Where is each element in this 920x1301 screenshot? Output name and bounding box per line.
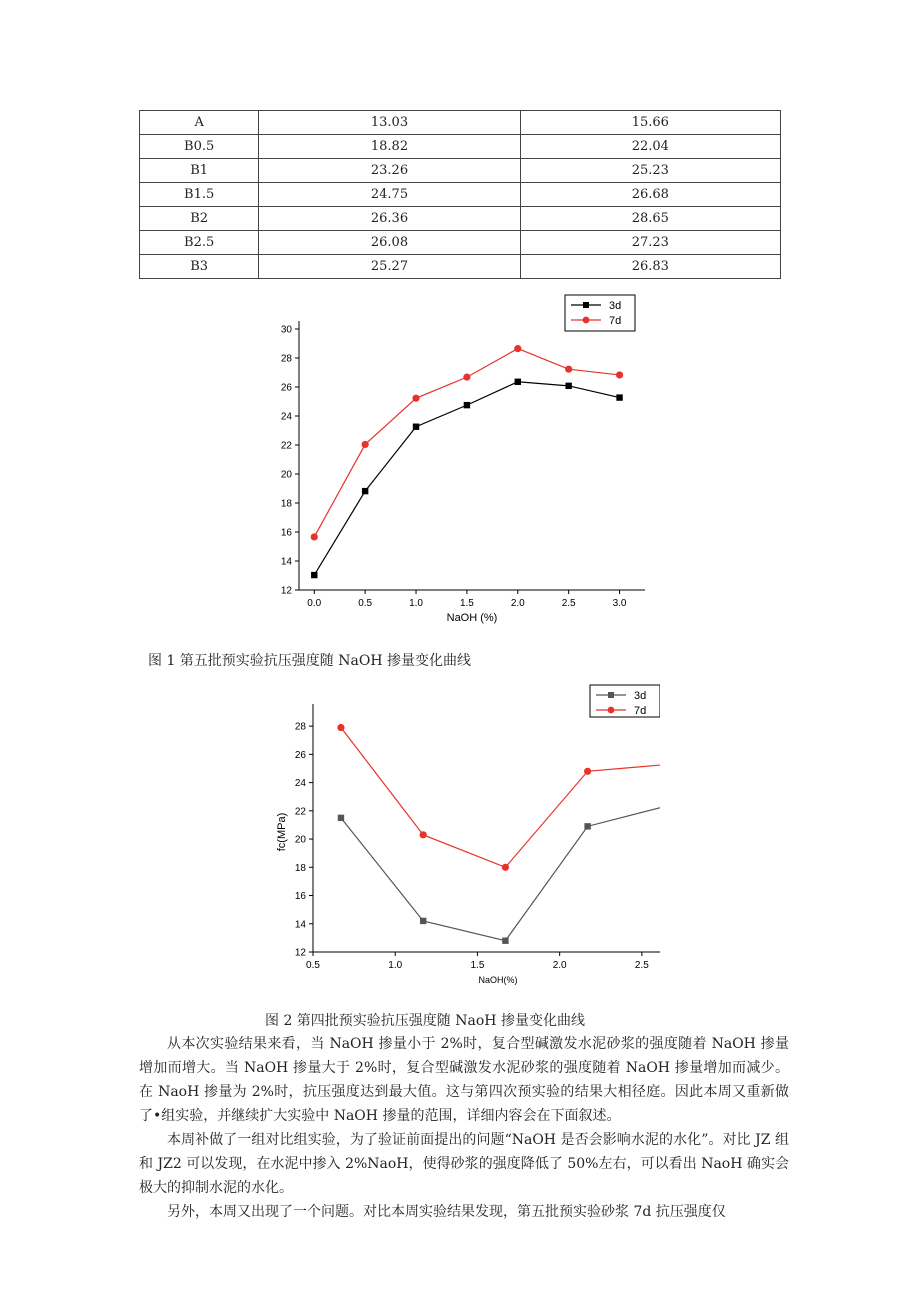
data-point-7d [311, 533, 318, 540]
data-point-3d [502, 938, 508, 944]
y-tick-label: 28 [280, 353, 292, 365]
table-cell: 26.68 [520, 183, 780, 207]
paragraph-control-group: 本周补做了一组对比组实验，为了验证前面提出的问题“NaOH 是否会影响水泥的水化”。对比 JZ 组和 JZ2 可以发现，在水泥中掺入 2%NaoH，使得砂浆的强度降低了 50%左右，可以看出 NaoH 确实会极大的抑制水泥的水化。 [139, 1132, 789, 1196]
y-tick-label: 20 [280, 469, 292, 481]
table-cell: 23.26 [259, 159, 520, 183]
table-cell: 26.83 [520, 255, 780, 279]
x-tick-label: 1.5 [470, 960, 485, 971]
x-tick-label: 1.0 [409, 598, 423, 609]
table-cell: 22.04 [520, 135, 780, 159]
y-tick-label: 12 [294, 947, 306, 959]
data-point-3d [616, 394, 622, 400]
table-cell: A [140, 111, 259, 135]
y-tick-label: 30 [280, 324, 292, 336]
data-point-3d [464, 402, 470, 408]
data-point-7d [502, 864, 509, 871]
data-point-3d [311, 572, 317, 578]
y-tick-label: 22 [280, 440, 292, 452]
legend-marker-7d [608, 707, 615, 714]
table-cell: 25.23 [520, 159, 780, 183]
table-cell: 13.03 [259, 111, 520, 135]
table-cell: 26.36 [259, 207, 520, 231]
data-point-3d [515, 379, 521, 385]
data-point-3d [565, 383, 571, 389]
data-point-3d [413, 424, 419, 430]
y-tick-label: 18 [280, 498, 292, 510]
figure-1-caption: 图 1 第五批预实验抗压强度随 NaOH 掺量变化曲线 [148, 653, 471, 669]
data-point-3d [338, 815, 344, 821]
chart-fourth-batch [260, 675, 660, 1005]
data-point-7d [463, 374, 470, 381]
table-cell: B3 [140, 255, 259, 279]
table-row [140, 159, 781, 183]
table-row [140, 231, 781, 255]
series-line-3d [314, 382, 619, 575]
table-row [140, 255, 781, 279]
x-tick-label: 2.0 [510, 598, 525, 609]
y-tick-label: 16 [294, 891, 306, 903]
y-tick-label: 26 [280, 382, 292, 394]
table-body [140, 111, 781, 279]
legend-label: 3d [609, 300, 622, 312]
legend-box [590, 685, 660, 717]
y-tick-label: 14 [280, 556, 292, 568]
y-tick-label: 24 [280, 411, 292, 423]
legend-marker-3d [583, 302, 589, 308]
table-cell: 24.75 [259, 183, 520, 207]
data-point-3d [362, 488, 368, 494]
x-tick-label: 1.5 [459, 598, 474, 609]
table-cell: 18.82 [259, 135, 520, 159]
data-point-7d [514, 345, 521, 352]
x-tick-label: 0.0 [307, 598, 322, 609]
data-point-3d [584, 823, 590, 829]
table-cell: 25.27 [259, 255, 520, 279]
data-point-7d [584, 768, 591, 775]
y-tick-label: 20 [294, 834, 306, 846]
series-line-7d [341, 728, 660, 868]
data-point-7d [362, 441, 369, 448]
x-tick-label: 2.5 [561, 598, 576, 609]
x-tick-label: 2.0 [552, 960, 567, 971]
y-axis-label: fc(MPa) [276, 812, 288, 852]
table-cell: 15.66 [520, 111, 780, 135]
legend-marker-7d [583, 317, 590, 324]
y-tick-label: 26 [294, 749, 306, 761]
table-cell: B2.5 [140, 231, 259, 255]
legend-box [565, 295, 635, 331]
table-cell: B1.5 [140, 183, 259, 207]
data-point-7d [616, 371, 623, 378]
legend-marker-3d [608, 692, 614, 698]
figure-2-caption: 图 2 第四批预实验抗压强度随 NaoH 掺量变化曲线 [265, 1013, 585, 1029]
table-cell: 26.08 [259, 231, 520, 255]
y-tick-label: 28 [294, 721, 306, 733]
legend-label: 3d [634, 690, 647, 702]
data-point-7d [420, 831, 427, 838]
table-row [140, 135, 781, 159]
x-tick-label: 3.0 [612, 598, 627, 609]
y-tick-label: 18 [294, 862, 306, 874]
legend-label: 7d [634, 705, 647, 717]
y-tick-label: 16 [280, 527, 292, 539]
x-axis-label: NaOH (%) [446, 612, 498, 624]
table-cell: B0.5 [140, 135, 259, 159]
data-point-3d [420, 918, 426, 924]
data-point-7d [565, 366, 572, 373]
strength-table [139, 110, 781, 279]
y-tick-label: 14 [294, 919, 306, 931]
table-cell: 27.23 [520, 231, 780, 255]
paragraph-another-issue: 另外，本周又出现了一个问题。对比本周实验结果发现，第五批预实验砂浆 7d 抗压强度仅 [167, 1204, 726, 1220]
x-axis-label: NaOH(%) [478, 975, 518, 985]
y-tick-label: 12 [280, 585, 292, 597]
x-tick-label: 1.0 [388, 960, 403, 971]
table-cell: B1 [140, 159, 259, 183]
chart-fifth-batch [260, 290, 660, 650]
x-tick-label: 2.5 [634, 960, 649, 971]
table-cell: B2 [140, 207, 259, 231]
data-point-7d [337, 724, 344, 731]
legend-label: 7d [609, 315, 622, 327]
data-point-7d [412, 395, 419, 402]
table-row [140, 207, 781, 231]
x-tick-label: 0.5 [306, 960, 320, 971]
paragraph-results: 从本次实验结果来看，当 NaOH 掺量小于 2%时，复合型碱激发水泥砂浆的强度随着 NaOH 掺量增加而增大。当 NaOH 掺量大于 2%时，复合型碱激发水泥砂浆的强度随着 NaOH 掺量增加而减少。在 NaoH 掺量为 2%时，抗压强度达到最大值。这与第四次预实验的结果大相径庭。因此本周又重新做了•组实验，并继续扩大实验中 NaOH 掺量的范围，详细内容会在下面叙述。 [139, 1036, 789, 1124]
y-tick-label: 22 [294, 806, 306, 818]
table-row [140, 111, 781, 135]
series-line-3d [341, 805, 660, 941]
table-row [140, 183, 781, 207]
table-cell: 28.65 [520, 207, 780, 231]
y-tick-label: 24 [294, 778, 306, 790]
x-tick-label: 0.5 [358, 598, 373, 609]
